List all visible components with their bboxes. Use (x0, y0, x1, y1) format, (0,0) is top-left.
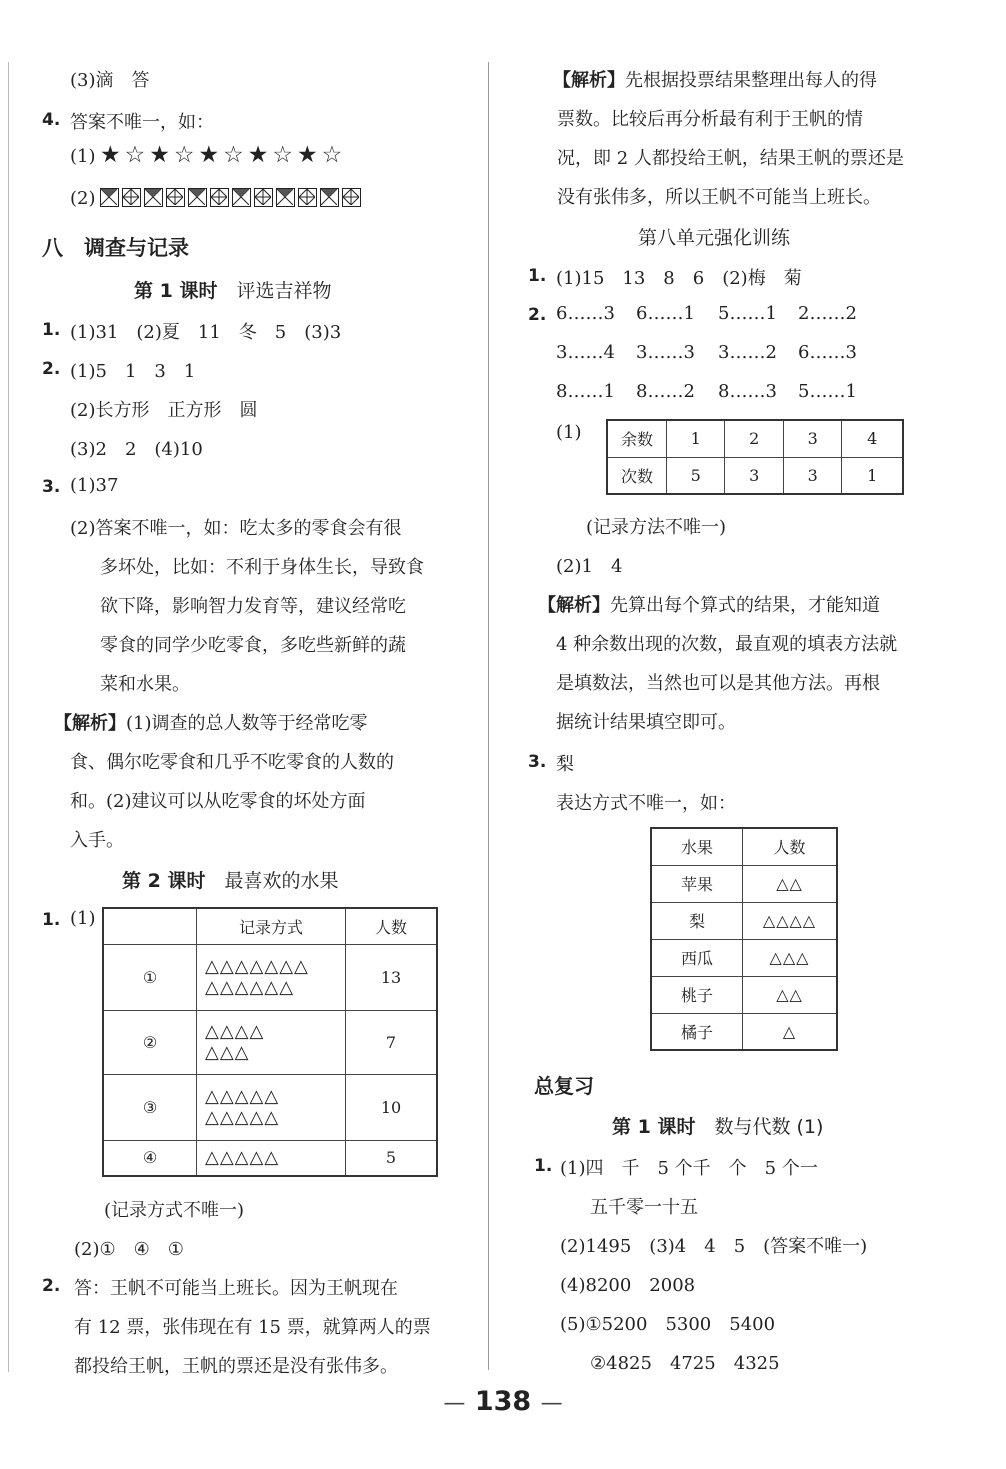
fruit-tally: △△△ (743, 939, 838, 976)
square-diamond-icon (122, 188, 141, 207)
times-value: 5 (667, 457, 725, 494)
table-row (651, 828, 837, 865)
square-x-icon (232, 188, 251, 207)
remainder-value: 1 (667, 420, 725, 457)
page-number-value: 138 (474, 1386, 532, 1417)
fruit-tally: △△△△ (743, 902, 838, 939)
c2-2-answer: (2)1 4 (556, 556, 623, 577)
explanation-3-line3: 是填数法，当然也可以是其他方法。再根 (556, 673, 880, 694)
table-row (651, 1013, 837, 1050)
square-diamond-icon (210, 188, 229, 207)
b2-line3: 都投给王帆，王帆的票还是没有张伟多。 (74, 1356, 398, 1377)
a3-2-line3: 欲下降，影响智力发育等，建议经常吃 (100, 596, 406, 617)
a1-number: 1. (42, 320, 61, 340)
fruit-name: 橘子 (651, 1013, 743, 1050)
record-table-header-method: 记录方式 (197, 908, 346, 944)
explanation-2-tag: 【解析】 (553, 70, 625, 91)
a3-number: 3. (42, 477, 61, 497)
square-diamond-icon (298, 188, 317, 207)
table-row (607, 457, 903, 494)
fruit-name: 苹果 (651, 865, 743, 902)
c3-answer: 梨 (556, 754, 574, 775)
remainder-value: 3 (783, 420, 841, 457)
square-pattern (100, 186, 364, 207)
page-dash-left: — (443, 1391, 466, 1416)
square-x-icon (276, 188, 295, 207)
fruit-tally: △△ (743, 976, 838, 1013)
row-id: ② (103, 1010, 197, 1074)
division-result: 3……2 (718, 342, 777, 363)
lesson-3-tag: 第 1 课时 (612, 1116, 696, 1138)
division-result: 3……4 (556, 342, 615, 363)
record-table-header-count: 人数 (346, 908, 438, 944)
table-row (651, 976, 837, 1013)
c2-number: 2. (528, 305, 547, 325)
table-row (103, 944, 437, 1010)
explanation-3-line1: 【解析】先算出每个算式的结果，才能知道 (538, 595, 880, 616)
a2-number: 2. (42, 359, 61, 379)
answer-3-3: (3)滴 答 (70, 70, 150, 91)
fruit-header: 水果 (651, 828, 743, 865)
remainder-table (606, 419, 904, 495)
division-result: 6……1 (636, 303, 695, 324)
lesson-3-heading (612, 1112, 823, 1139)
page-number (0, 1386, 1006, 1417)
fruit-name: 梨 (651, 902, 743, 939)
square-x-icon (100, 188, 119, 207)
row-id: ③ (103, 1074, 197, 1140)
division-result: 5……1 (718, 303, 777, 324)
division-result: 5……1 (798, 381, 857, 402)
table-row (103, 1074, 437, 1140)
tally-line: △△△△△△ (205, 977, 295, 998)
fruit-table (650, 827, 838, 1051)
tally-line: △△△△△△△ (205, 956, 309, 977)
explanation-1-line4: 入手。 (70, 830, 124, 851)
lesson-2-heading (122, 866, 338, 893)
q4-2-label: (2) (70, 188, 96, 209)
tally-line: △△△△△ (205, 1107, 280, 1128)
c2-1-label: (1) (556, 422, 582, 443)
fruit-name: 西瓜 (651, 939, 743, 976)
c2-row3 (556, 381, 857, 402)
c1-answer: (1)15 13 8 6 (2)梅 菊 (556, 268, 802, 289)
c3-number: 3. (528, 752, 547, 772)
tally-line: △△△△△ (205, 1086, 280, 1107)
c3-text: 表达方式不唯一，如： (556, 793, 736, 814)
q4-1-label: (1) (70, 146, 96, 167)
left-page-edge (8, 62, 9, 1372)
d1-number: 1. (534, 1156, 553, 1176)
table-row (103, 1010, 437, 1074)
review-title: 总复习 (534, 1074, 594, 1098)
b2-line1: 答：王帆不可能当上班长。因为王帆现在 (74, 1278, 398, 1299)
tally-line: △△△△ (205, 1021, 265, 1042)
table-row (651, 939, 837, 976)
a3-2-line5: 菜和水果。 (100, 674, 190, 695)
division-result: 8……2 (636, 381, 695, 402)
a3-2-line4: 零食的同学少吃零食，多吃些新鲜的蔬 (100, 635, 406, 656)
question-4-number: 4. (42, 110, 61, 130)
row-id: ④ (103, 1140, 197, 1176)
a1-answer: (1)31 (2)夏 11 冬 5 (3)3 (70, 322, 342, 343)
d1-1-answer: (1)四 千 5 个千 个 5 个一 (560, 1158, 818, 1179)
fruit-tally: △ (743, 1013, 838, 1050)
row-count: 7 (346, 1010, 438, 1074)
row-id: ① (103, 944, 197, 1010)
square-diamond-icon (166, 188, 185, 207)
remainder-label: 余数 (607, 420, 667, 457)
times-label: 次数 (607, 457, 667, 494)
explanation-3-tag: 【解析】 (538, 595, 610, 616)
fruit-name: 桃子 (651, 976, 743, 1013)
section-title-8: 八 调查与记录 (42, 236, 189, 260)
star-pattern: ★☆★☆★☆★☆★☆ (100, 142, 347, 168)
division-result: 6……3 (798, 342, 857, 363)
tally-line: △△△△△ (205, 1147, 280, 1169)
d1-5b-answer: ②4825 4725 4325 (590, 1353, 780, 1374)
a2-2-answer: (2)长方形 正方形 圆 (70, 400, 258, 421)
b1-1-label: (1) (70, 908, 96, 929)
times-value: 3 (725, 457, 783, 494)
square-diamond-icon (254, 188, 273, 207)
explanation-1-tag: 【解析】 (54, 713, 126, 734)
explanation-1-line1: 【解析】(1)调查的总人数等于经常吃零 (54, 713, 368, 734)
a2-1-answer: (1)5 1 3 1 (70, 361, 196, 382)
division-result: 8……1 (556, 381, 615, 402)
table-row (103, 1140, 437, 1176)
explanation-3-line4: 据统计结果填空即可。 (556, 712, 736, 733)
d1-4-answer: (4)8200 2008 (560, 1275, 696, 1296)
lesson-2-tag: 第 2 课时 (122, 870, 206, 892)
lesson-3-title: 数与代数 (1) (714, 1116, 824, 1138)
tally-line: △△△ (205, 1042, 250, 1063)
table-row (651, 902, 837, 939)
explanation-3-line2: 4 种余数出现的次数，最直观的填表方法就 (556, 634, 898, 655)
division-result: 2……2 (798, 303, 857, 324)
a3-2-line1: (2)答案不唯一，如：吃太多的零食会有很 (70, 518, 402, 539)
row-count: 10 (346, 1074, 438, 1140)
record-table-header-empty (103, 908, 197, 944)
page-dash-right: — (540, 1391, 563, 1416)
a2-3-answer: (3)2 2 (4)10 (70, 439, 203, 460)
division-result: 3……3 (636, 342, 695, 363)
explanation-2-line3: 况，即 2 人都投给王帆，结果王帆的票还是 (557, 148, 904, 169)
explanation-2-line1: 【解析】先根据投票结果整理出每人的得 (553, 70, 877, 91)
d1-5-answer: (5)①5200 5300 5400 (560, 1314, 776, 1335)
remainder-value: 4 (842, 420, 903, 457)
square-x-icon (320, 188, 339, 207)
lesson-2-title: 最喜欢的水果 (224, 870, 339, 892)
question-4-text: 答案不唯一，如： (70, 112, 214, 133)
b2-number: 2. (42, 1276, 61, 1296)
c2-row2 (556, 342, 857, 363)
d1-1b-answer: 五千零一十五 (590, 1197, 698, 1218)
lesson-1-title: 评选吉祥物 (236, 280, 332, 302)
c2-note: (记录方法不唯一) (586, 517, 727, 538)
row-count: 5 (346, 1140, 438, 1176)
c2-row1 (556, 303, 857, 324)
explanation-1-line2: 食、偶尔吃零食和几乎不吃零食的人数的 (70, 752, 394, 773)
lesson-1-tag: 第 1 课时 (134, 280, 218, 302)
b1-note: (记录方式不唯一) (104, 1200, 245, 1221)
a3-2-line2: 多坏处，比如：不利于身体生长，导致食 (100, 557, 424, 578)
times-value: 3 (783, 457, 841, 494)
d1-2-answer: (2)1495 (3)4 4 5 (答案不唯一) (560, 1236, 868, 1257)
row-count: 13 (346, 944, 438, 1010)
b2-line2: 有 12 票，张伟现在有 15 票，就算两人的票 (74, 1317, 431, 1338)
explanation-1-line3: 和。(2)建议可以从吃零食的坏处方面 (70, 791, 366, 812)
remainder-value: 2 (725, 420, 783, 457)
b1-number: 1. (42, 910, 61, 930)
table-row (651, 865, 837, 902)
explanation-2-line4: 没有张伟多，所以王帆不可能当上班长。 (557, 187, 881, 208)
count-header: 人数 (743, 828, 838, 865)
division-result: 8……3 (718, 381, 777, 402)
division-result: 6……3 (556, 303, 615, 324)
lesson-1-heading (134, 276, 331, 303)
square-x-icon (188, 188, 207, 207)
c1-number: 1. (528, 266, 547, 286)
b1-2-answer: (2)① ④ ① (74, 1239, 184, 1260)
table-row (607, 420, 903, 457)
fruit-tally: △△ (743, 865, 838, 902)
square-x-icon (144, 188, 163, 207)
times-value: 1 (842, 457, 903, 494)
column-divider (488, 62, 489, 1370)
unit-title: 第八单元强化训练 (638, 227, 791, 249)
a3-1-answer: (1)37 (70, 475, 119, 496)
square-diamond-icon (342, 188, 361, 207)
record-table (102, 907, 438, 1177)
explanation-2-line2: 票数。比较后再分析最有利于王帆的情 (557, 109, 863, 130)
